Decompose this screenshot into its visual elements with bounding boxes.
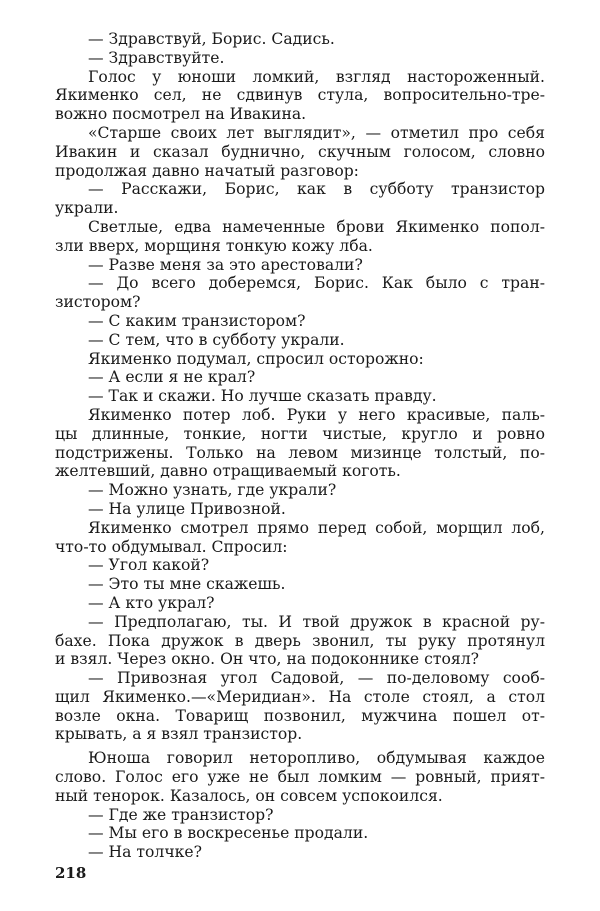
text-line: — Мы его в воскресенье продали. <box>88 824 369 843</box>
text-line: возле окна. Товарищ позвонил, мужчина пошел от- <box>55 706 545 725</box>
text-line: слово. Голос его уже не был ломким — ровный, прият- <box>55 768 545 787</box>
text-line: — А кто украл? <box>88 593 215 612</box>
text-line: цы длинные, тонкие, ногти чистые, кругло и ровно <box>55 424 545 443</box>
text-line: — Здравствуйте. <box>88 48 225 67</box>
text-line: щил Якименко.—«Меридиан». На столе стоял, а стол <box>55 687 545 706</box>
text-line: украли. <box>55 199 119 218</box>
text-line: — Угол какой? <box>88 556 210 575</box>
text-line: зли вверх, морщиня тонкую кожу лба. <box>55 236 373 255</box>
text-line: — На толчке? <box>88 843 202 862</box>
book-page-text <box>55 30 545 862</box>
text-line: Якименко подумал, спросил осторожно: <box>88 349 424 368</box>
text-line: — Так и скажи. Но лучше сказать правду. <box>88 387 437 406</box>
text-line: желтевший, давно отращиваемый коготь. <box>55 462 401 481</box>
text-line: зистором? <box>55 293 141 312</box>
text-line: — А если я не крал? <box>88 368 256 387</box>
text-line: вожно посмотрел на Ивакина. <box>55 105 307 124</box>
text-line: Голос у юноши ломкий, взгляд настороженный. <box>88 67 545 86</box>
text-line: что-то обдумывал. Спросил: <box>55 537 288 556</box>
text-line: ный тенорок. Казалось, он совсем успокоился. <box>55 786 443 805</box>
text-line: — Предполагаю, ты. И твой дружок в красной ру- <box>88 612 545 631</box>
text-line: — Разве меня за это арестовали? <box>88 255 363 274</box>
text-line: — Здравствуй, Борис. Садись. <box>88 30 335 48</box>
text-line: — С каким транзистором? <box>88 311 306 330</box>
text-line: крывать, а я взял транзистор. <box>55 725 303 744</box>
text-line: — Расскажи, Борис, как в субботу транзистор <box>88 180 545 199</box>
text-line: Светлые, едва намеченные брови Якименко попол- <box>88 217 545 236</box>
text-line: Якименко потер лоб. Руки у него красивые, паль- <box>88 405 545 424</box>
text-line: Якименко сел, не сдвинув стула, вопросительно-тре- <box>55 86 545 105</box>
text-line: — На улице Привозной. <box>88 499 286 518</box>
text-line: Ивакин и сказал буднично, скучным голосом, словно <box>55 142 545 161</box>
text-line: подстрижены. Только на левом мизинце толстый, по- <box>55 443 545 462</box>
text-line: — До всего доберемся, Борис. Как было с тран- <box>88 274 545 293</box>
text-line: и взял. Через окно. Он что, на подоконнике стоял? <box>55 650 479 669</box>
text-line: Якименко смотрел прямо перед собой, морщил лоб, <box>88 518 545 537</box>
text-line: Юноша говорил неторопливо, обдумывая каждое <box>88 749 545 768</box>
text-line: — С тем, что в субботу украли. <box>88 330 345 349</box>
page-number: 218 <box>55 864 87 882</box>
text-line: «Старше своих лет выглядит», — отметил про себя <box>88 123 545 142</box>
text-line: продолжая давно начатый разговор: <box>55 161 359 180</box>
text-line: — Где же транзистор? <box>88 805 274 824</box>
text-line: — Привозная угол Садовой, — по-деловому сооб- <box>88 669 545 688</box>
text-line: — Это ты мне скажешь. <box>88 575 286 594</box>
text-line: — Можно узнать, где украли? <box>88 481 337 500</box>
text-line: бахе. Пока дружок в дверь звонил, ты руку протянул <box>55 631 545 650</box>
